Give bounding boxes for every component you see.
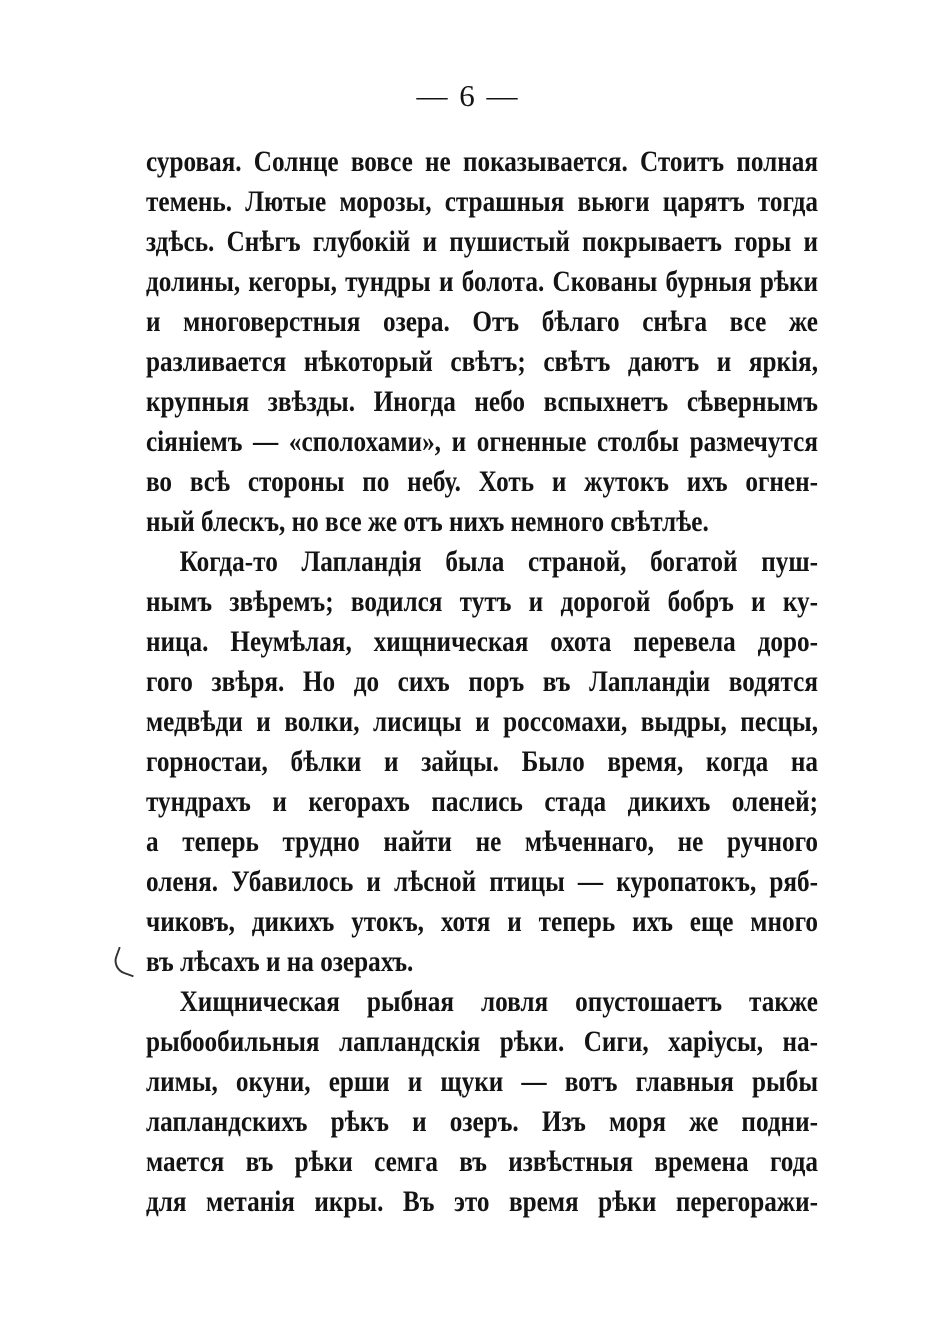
text-line: здѣсь. Снѣгъ глубокій и пушистый покрываетъ горы и — [146, 225, 818, 258]
text-line: мается въ рѣки семга въ извѣстныя времена года — [146, 1145, 818, 1178]
text-line: во всѣ стороны по небу. Хоть и жутокъ ихъ огнен- — [146, 465, 818, 498]
text-line: гого звѣря. Но до сихъ поръ въ Лапландіи водятся — [146, 665, 818, 698]
text-line: чиковъ, дикихъ утокъ, хотя и теперь ихъ еще много — [146, 905, 818, 938]
text-line: горностаи, бѣлки и зайцы. Было время, когда на — [146, 745, 818, 778]
text-line: сіяніемъ — «сполохами», и огненные столбы размечутся — [146, 425, 818, 458]
text-line: долины, кегоры, тундры и болота. Скованы бурныя рѣки — [146, 265, 818, 298]
text-line: суровая. Солнце вовсе не показывается. Стоитъ полная — [146, 145, 818, 178]
text-line: крупныя звѣзды. Иногда небо вспыхнетъ сѣвернымъ — [146, 385, 818, 418]
text-line: разливается нѣкоторый свѣтъ; свѣтъ даютъ и яркія, — [146, 345, 818, 378]
text-line: оленя. Убавилось и лѣсной птицы — куропатокъ, ряб- — [146, 865, 818, 898]
text-line: рыбообильныя лапландскія рѣки. Сиги, харіусы, на- — [146, 1025, 818, 1058]
text-line: нымъ звѣремъ; водился тутъ и дорогой бобръ и ку- — [146, 585, 818, 618]
text-line: Хищническая рыбная ловля опустошаетъ также — [179, 985, 819, 1018]
text-line: медвѣди и волки, лисицы и россомахи, выдры, песцы, — [146, 705, 818, 738]
text-line: а теперь трудно найти не мѣченнаго, не ручного — [146, 825, 818, 858]
text-line: для метанія икры. Въ это время рѣки перегоражи- — [146, 1185, 818, 1218]
text-line: ница. Неумѣлая, хищническая охота перевела доро- — [146, 625, 818, 658]
text-line: тундрахъ и кегорахъ паслись стада дикихъ оленей; — [146, 785, 818, 818]
margin-pencil-mark — [111, 947, 142, 978]
text-line: и многоверстныя озера. Отъ бѣлаго снѣга все же — [146, 305, 818, 338]
text-line: Когда-то Лапландія была страной, богатой пуш- — [179, 545, 819, 578]
text-line: ный блескъ, но все же отъ нихъ немного свѣтлѣе. — [146, 505, 709, 538]
text-line: лапландскихъ рѣкъ и озеръ. Изъ моря же подни- — [146, 1105, 818, 1138]
body-text — [146, 142, 818, 1222]
page-number: — 6 — — [416, 78, 520, 113]
text-line: темень. Лютые морозы, страшныя вьюги царятъ тогда — [146, 185, 818, 218]
text-line: въ лѣсахъ и на озерахъ. — [146, 945, 414, 978]
text-line: лимы, окуни, ерши и щуки — вотъ главныя рыбы — [146, 1065, 818, 1098]
